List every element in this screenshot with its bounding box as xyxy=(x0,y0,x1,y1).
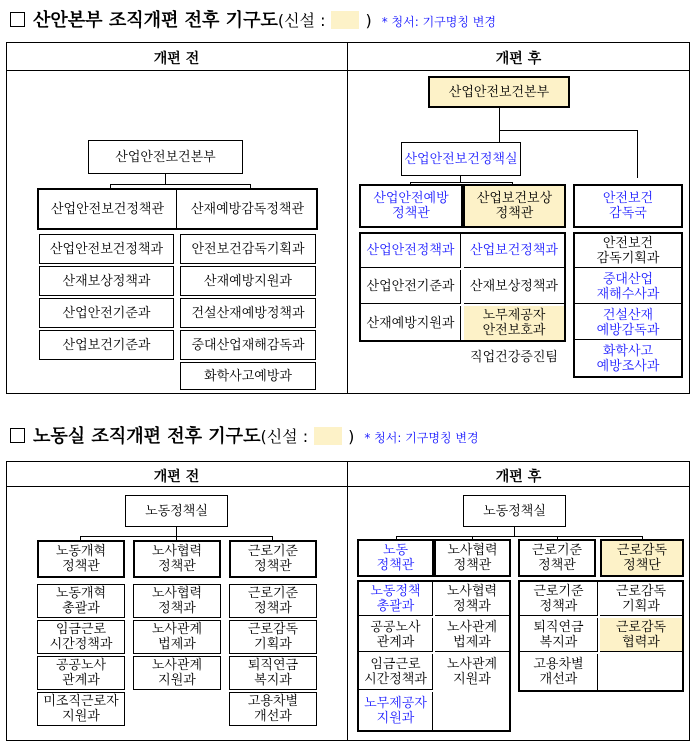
connector xyxy=(165,174,166,184)
s2-before-bureau-2: 노사협력 정책관 xyxy=(133,540,221,578)
s1-after-c1-3: 산재예방지원과 xyxy=(361,306,461,340)
section1-new-legend-swatch xyxy=(331,11,359,29)
s2-before-c2-2: 노사관계 법제과 xyxy=(133,620,221,654)
section2-note: * 청서: 기구명칭 변경 xyxy=(364,431,479,445)
connector xyxy=(110,184,250,185)
s1-after-bureau-2: 산업보건보상 정책관 xyxy=(463,184,566,228)
s1-after-c3-1: 안전보건 감독기획과 xyxy=(575,234,681,268)
s1-after-c2-4: 직업건강증진팀 xyxy=(464,342,564,372)
s2-before-bureau-3: 근로기준 정책관 xyxy=(229,540,317,578)
s1-before-c2-3: 건설산재예방정책과 xyxy=(180,298,316,328)
s2-before-bureau-1: 노동개혁 정책관 xyxy=(37,540,125,578)
section1-title-row xyxy=(10,6,496,32)
connector xyxy=(637,130,638,178)
s2-before-c1-2: 임금근로 시간정책과 xyxy=(37,620,125,654)
connector xyxy=(176,527,177,536)
s2-after-c3-1: 근로기준 정책과 xyxy=(520,582,598,616)
section2-after-header: 개편 후 xyxy=(495,469,542,485)
section2-new-legend-swatch xyxy=(314,427,342,445)
s2-after-c2-3: 노사관계 지원과 xyxy=(435,654,509,690)
s1-after-c2-3: 노무제공자 안전보호과 xyxy=(464,306,564,340)
s1-before-c2-5: 화학사고예방과 xyxy=(180,362,316,390)
s2-after-bureau-4: 근로감독 정책단 xyxy=(600,539,684,577)
s2-after-c1-2: 공공노사 관계과 xyxy=(359,618,433,652)
s2-after-bureau-3: 근로기준 정책관 xyxy=(518,539,596,577)
connector xyxy=(410,182,512,183)
section2-before-header: 개편 전 xyxy=(153,469,200,485)
s1-before-c2-4: 중대산업재해감독과 xyxy=(180,330,316,360)
s2-after-c4-2: 근로감독 협력과 xyxy=(600,618,682,652)
s2-before-c2-1: 노사협력 정책과 xyxy=(133,584,221,618)
s2-before-c3-4: 고용차별 개선과 xyxy=(229,692,317,726)
s2-before-c1-3: 공공노사 관계과 xyxy=(37,656,125,690)
s1-before-c1-2: 산재보상정책과 xyxy=(39,266,174,296)
s1-after-c1-1: 산업안전정책과 xyxy=(361,234,461,268)
s2-before-c3-2: 근로감독 기획과 xyxy=(229,620,317,654)
s1-after-c2-2: 산재보상정책과 xyxy=(464,270,564,304)
section2-header-line xyxy=(6,486,690,487)
section1-new-label-close: ) xyxy=(365,11,372,30)
s2-after-bureau-1: 노동 정책관 xyxy=(357,539,434,577)
s1-after-c3-4: 화학사고 예방조사과 xyxy=(575,342,681,376)
s1-after-office: 산업안전보건정책실 xyxy=(401,142,521,176)
checkbox-square-icon xyxy=(10,12,25,27)
s1-before-c2-1: 안전보건감독기획과 xyxy=(180,234,316,264)
s1-before-c1-4: 산업보건기준과 xyxy=(39,330,174,360)
s1-after-bureau-3: 안전보건 감독국 xyxy=(573,184,683,228)
s1-after-c3-2: 중대산업 재해수사과 xyxy=(575,270,681,304)
s2-before-c3-1: 근로기준 정책과 xyxy=(229,584,317,618)
section2-title: 노동실 조직개편 전후 기구도 xyxy=(33,426,261,447)
section1-new-label-open: (신설 : xyxy=(277,11,326,30)
s2-before-c3-3: 퇴직연금 복지과 xyxy=(229,656,317,690)
section2-divider xyxy=(347,461,348,741)
s1-after-bureau-1: 산업안전예방 정책관 xyxy=(359,184,463,228)
connector xyxy=(396,536,642,537)
s1-before-bureau-1: 산업안전보건정책관 xyxy=(39,190,177,228)
connector xyxy=(499,130,637,131)
s2-after-c4-1: 근로감독 기획과 xyxy=(600,582,682,616)
s2-after-c3-2: 퇴직연금 복지과 xyxy=(520,618,598,652)
s1-after-top: 산업안전보건본부 xyxy=(428,76,570,108)
s2-after-bureau-2: 노사협력 정책관 xyxy=(434,539,511,577)
s2-before-c1-1: 노동개혁 총괄과 xyxy=(37,584,125,618)
section1-note: * 청서: 기구명칭 변경 xyxy=(381,15,496,29)
section2-new-label-close: ) xyxy=(348,427,355,446)
s1-before-bureau-2: 산재예방감독정책관 xyxy=(179,190,316,228)
s2-before-top: 노동정책실 xyxy=(125,495,228,527)
s1-before-c1-3: 산업안전기준과 xyxy=(39,298,174,328)
connector xyxy=(514,527,515,536)
s2-before-c1-4: 미조직근로자 지원과 xyxy=(37,692,125,726)
section1-before-header: 개편 전 xyxy=(153,51,200,67)
s2-after-c2-1: 노사협력 정책과 xyxy=(435,582,509,616)
section1-after-header: 개편 후 xyxy=(495,51,542,67)
s1-after-c1-2: 산업안전기준과 xyxy=(361,270,461,304)
checkbox-square-icon xyxy=(10,428,25,443)
section1-divider xyxy=(347,42,348,394)
section1-title: 산안본부 조직개편 전후 기구도 xyxy=(33,10,278,31)
s2-after-c1-4: 노무제공자 지원과 xyxy=(359,692,433,730)
s1-before-c2-2: 산재예방지원과 xyxy=(180,266,316,296)
s2-after-c1-3: 임금근로 시간정책과 xyxy=(359,654,433,690)
s1-before-top: 산업안전보건본부 xyxy=(88,140,243,174)
s2-before-c2-3: 노사관계 지원과 xyxy=(133,656,221,690)
s1-after-c3-3: 건설산재 예방감독과 xyxy=(575,306,681,340)
section1-header-line xyxy=(6,70,690,71)
s1-after-c2-1: 산업보건정책과 xyxy=(464,234,564,268)
connector xyxy=(499,108,500,142)
s2-after-c3-3: 고용차별 개선과 xyxy=(520,654,598,690)
s2-after-top: 노동정책실 xyxy=(463,495,566,527)
section2-new-label-open: (신설 : xyxy=(260,427,309,446)
s1-before-c1-1: 산업안전보건정책과 xyxy=(39,234,174,264)
section2-title-row xyxy=(10,422,479,448)
s2-after-c1-1: 노동정책 총괄과 xyxy=(359,582,433,616)
s2-after-c2-2: 노사관계 법제과 xyxy=(435,618,509,652)
